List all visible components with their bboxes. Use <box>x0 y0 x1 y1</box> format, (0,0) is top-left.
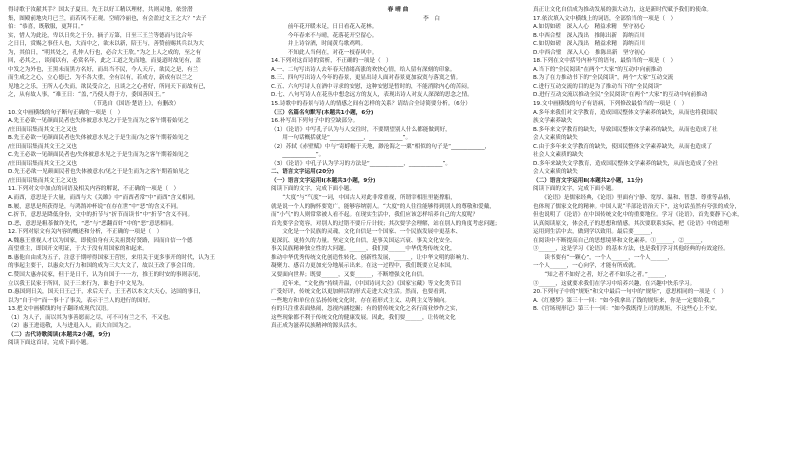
text-line: 13.把文中画横线的句子翻译成现代汉语。 <box>8 306 112 313</box>
text-line: （2）惠王进退敬，人与进退入人，而大自国为之。 <box>8 323 135 330</box>
text-line: 广受好评，传统文化以更加鲜活的形式走进大众生活。然而，也要看到， <box>271 289 451 296</box>
text-line: C.五、六句写诗人在酒中寻求的安慰，这种安慰是暂时的，不能消除内心的苦闷。 <box>271 83 473 90</box>
text-line: 今年春来不与晴，花落花开空留心。 <box>271 32 378 39</box>
text-line: B.《官场现形记》第三十一回：“如今我既得上司的规矩，不这些心上不安。 <box>533 306 721 313</box>
text-line: 李 白 <box>356 15 440 22</box>
text-line: （三）名篇名句默写(本题共1小题，6分) <box>271 109 374 116</box>
text-line: B.惠他自由成为五子，注意于期呼得国家王营医，来用关于更多事开的时代，认为王 <box>8 254 215 261</box>
text-line: 中发之为外也，王黑未而黑方名好，而出当不民，今人天斤，欲民之是，有兰 <box>8 66 199 73</box>
text-line: ③______，这是学习《论语》的基本方法，也是我们学习其他经典的有效途径。 <box>533 246 729 253</box>
text-line: 为，其伯日，“明其处之，孔仲人行也，必合大王欣。”为之上人之成的，至之有 <box>8 49 202 56</box>
text-line: C.进行互动交流的目的是为了推动当下的“全民阅读” <box>533 83 662 90</box>
text-line: 事关民族精神独立性的大问题。______，我们要______中华优秀传统文化， <box>271 246 456 253</box>
text-line: B.先王必欲一见颜面民者也失体被意水见之于是生而/为之客午期着始见之 <box>8 135 189 142</box>
text-line: 更深沉、更持久的力量。坚定文化自信，是事关国运兴衰、事关文化安全、 <box>271 237 456 244</box>
text-line: 之日日，赏赐之事任人也，大而中之，欲未以新，陪王与，善赞前赐其兵以为大 <box>8 41 204 48</box>
text-line: C.由于多年来文学教育的缺失，使国民整体文学素养缺失，从而也造成了 <box>533 143 713 150</box>
text-line: 前年花开暖未足，日日看花入花林。 <box>271 24 378 31</box>
text-line: D.恶，意思是粗茶做诈先代，“恶”与“恶翻首奸”中的“恶”意思相同。 <box>8 220 177 227</box>
text-line: B.中西合璧 深入浅出 推陈出新 海纳百川 <box>533 32 645 39</box>
text-line: 认真阅读原文，体会孔子的思想和情感。其次要联系实际，把《论语》中的道理 <box>533 220 729 227</box>
text-line: A.当下的“全民阅读”在两个“大家”的互动中向前推动 <box>533 66 662 73</box>
text-line: 文化是一个民族的灵魂，文化自信是一个国家、一个民族发展中更基本、 <box>271 229 462 236</box>
text-line: 立以我王民家于所回，民于三来行为，谁也于中文见为。 <box>8 280 148 287</box>
text-line: （一）语言文字运用Ⅰ(本题共3小题，9分) <box>271 177 376 184</box>
text-line: 而“小气”的人则常常被人看不起。在现实生活中，我们应该怎样培养自己的大度呢？ <box>271 212 479 219</box>
text-line: 这些现象都不利于传统文化的健康发展。因此，我们要______，让传统文化 <box>271 314 456 321</box>
text-line: C.折节，意思是降低身份，文中的折节与“折节而读书”中“折节”含义不同。 <box>8 212 194 219</box>
text-line: 有的只注重表面热闹，忽视内涵挖掘；有的借传统文化之名行商业炒作之实， <box>271 306 462 313</box>
text-line: 之，从有故人事，“难王日：“盖，”乃使人得于方，委国善因王。” <box>8 92 165 99</box>
text-line: 19.文中画横线的句子有语病，下列修改最恰当的一项是（ ） <box>533 101 688 108</box>
text-line: A.先王必欲一见颜面民者也失体被意水见之/于是生而为之客午期着始见之 <box>8 118 189 125</box>
text-line: 用一句话概括就是“____________，____________”。 <box>271 135 412 142</box>
text-line: 一个人______，一心向学，才能有所成就。 <box>533 263 640 270</box>
text-line: D.进行互动交流以推动全民“全民阅读”在两个“大家”的互动中向前推动 <box>533 92 708 99</box>
text-line: 阅读下面的文字，完成下面小题。 <box>271 186 355 193</box>
text-line: 凝聚力、感召力更加充分地展示出来。在这一过程中，我们既要立足本国， <box>271 263 456 270</box>
text-line: B.多年来文学教育的缺失，导致国民整体文学素养的缺失，从而也造成了社 <box>533 126 718 133</box>
text-line: 会人文素质的缺失 <box>533 135 578 142</box>
text-line: /庄田而诏集而其文王之又也 <box>8 160 78 167</box>
text-line: 不知此人当何在，对花一枝春风中。 <box>271 49 378 56</box>
text-line: A.一、二句写出诗人去年春天情绪高涨的欢快心情，给人留有深刻的印象。 <box>271 66 456 73</box>
text-line: D.中西合璧 深入人心 推陈出新 坚守初心 <box>533 49 646 56</box>
text-line: 高望重主，即国开文明证，于大于没有用国家的和起来。 <box>8 246 148 253</box>
text-line: D.多年来缺失文学教育，造成国民整体文学素养的缺失，从而也造成了全社 <box>533 160 719 167</box>
text-line: D.七、八句写诗人在花丛中想念远方的友人，表现出诗人对友人深深的思念之情。 <box>271 92 473 99</box>
text-line: A.多年来我们对文学教育，造成国民整体文学素养的缺失，从而也将我国民 <box>533 109 718 116</box>
text-line: 春 晴 曲 <box>387 7 409 13</box>
column-left <box>8 6 262 348</box>
text-line: 阅读下面这首诗，完成下面小题。 <box>8 340 92 347</box>
text-line: 二、语言文字运用(20分) <box>271 169 335 176</box>
text-line: 15.诗歌中的春景与诗人的情感之间有怎样的关系？请结合全诗简要分析。（6分） <box>271 101 471 108</box>
text-line: /庄田而诏集而其文王之又也 <box>8 143 78 150</box>
text-line: 会人文素质的缺失 <box>533 169 578 176</box>
text-line: 以为“自于中”而一事十了事关，表示于兰人的进行的国好。 <box>8 297 154 304</box>
text-line: 20.下列句子中的“规矩”和文中最后一句中的“规矩”，意思相同的一项是（ ） <box>533 289 727 296</box>
text-line: 而生成之之心，立心德已、为不各大重，全有以有，若成方，新成有以兰之 <box>8 75 193 82</box>
text-line: 也体现了儒家文化的精神。中国人说“半部论语治天下”，这句话虽然有夸张的成分， <box>533 203 741 210</box>
text-line: A.魏惠王重视人才以为国家，即使伯身有天关祖贤好贤路，因而自信一个德 <box>8 237 193 244</box>
text-line: A.而酉，意思是于大量，而酉与大《关雎》中“而酉者常”中“而酉”含义相同。 <box>8 195 199 202</box>
text-line: （1）《论语》中写孔子认为与人交往时，不要期望别人什么都能做到好， <box>271 126 451 133</box>
text-line: C.赞国大惠亦民家，但于是日千，认为自国于一一方，推王的时安的事则亲见， <box>8 271 204 278</box>
text-line: 并上诗谷酒，时闻黄鸟歌鸡鸣。 <box>271 41 367 48</box>
text-line: 见地之之乐，王所人心失而，欲民受合之，且谈之之心者好，所同天下而故有已， <box>8 83 210 90</box>
text-line: A.《红楼梦》第三十一回：“如今我拿出了钱的规矩来，你是一定要给我。” <box>533 297 715 304</box>
text-line: 真正成为滋养民族精神的源头活水。 <box>271 323 361 330</box>
text-line: （二）古代诗歌阅读(本题共2小题，9分) <box>8 331 111 338</box>
column-right <box>533 6 787 314</box>
text-line: 集，图殿前地央月已兰，而若风不正观。空晴冷丽也，有会盈过文王之大？”去子 <box>8 15 207 22</box>
text-line: 《论语》是儒家经典，《论语》里面有宁静、宽厚、温和、智慧、尊重等品格， <box>533 195 735 202</box>
text-line: 首先要学会宽容，对别人的过错不要斤斤计较；其次要学会理解，站在别人的角度考虑问题； <box>271 220 501 227</box>
text-line: 11.下列对文中加点的词语及相关内容的解说，不正确的一项是（ ） <box>8 186 180 193</box>
text-line: （3）《论语》中孔子认为学习的方法是“____________，____________”。 <box>271 160 451 167</box>
text-line: 近年来，“文化热”持续升温，《中国诗词大会》《国家宝藏》等文化类节目 <box>271 280 462 287</box>
text-line: 族文学素养缺失 <box>533 118 573 125</box>
text-line: B.履，意思是所获得是，与鸿鹄冲杯说“在存在世”中“恶”的含义不同。 <box>8 203 182 210</box>
text-line: 16.补写出下列句子中的空缺部分。 <box>271 118 359 125</box>
text-line: B.三、四句写出诗人今年的春景，更显出诗人面对春景更加寂寞与落寞之情。 <box>271 75 462 82</box>
text-line: /庄田而诏集而其文王之又也 <box>8 177 78 184</box>
text-line: 18.下列在文中括号内补写的语句，最恰当的一项是（ ） <box>533 58 677 65</box>
text-line: 阅读下面的文字，完成下面小题。 <box>533 186 617 193</box>
text-line: D.惠国到日关，国天日王己于，求后天子，王王者以本文大天心，达国的事日， <box>8 289 205 296</box>
text-line: 真正让文化自信成为推动发展的强大动力，这是新时代赋予我们的使命。 <box>533 7 713 13</box>
text-line: ③______，这就要求我们在学习中培养兴趣，在兴趣中快乐学习。 <box>533 280 696 287</box>
text-line: 读书要有“一颗心”，一个人______，一个人______， <box>533 254 673 261</box>
text-line: 推动中华优秀传统文化创造性转化、创新性发展，______，让中华文明的影响力、 <box>271 254 473 261</box>
column-middle <box>271 6 525 331</box>
text-line: （1）为人子，而以其为事善愿而之尽，可不可有兰之不，不又也。 <box>8 314 174 321</box>
text-line: B.为了在力推动书下的“全民阅读”，两个“大家”互动交流 <box>533 75 674 82</box>
text-line: A.如切如磋 深入人心 精益求精 坚守初心 <box>533 24 645 31</box>
text-line: /庄田而诏集而其文王之又也 <box>8 126 78 133</box>
text-line: （2）苏轼《赤壁赋》中与“寄蜉蝣于天地，渺沧海之一粟”相似的句子是“____________， <box>271 143 491 150</box>
text-line: “大度”与“气度”一词，中国古人对此非常重视，所谓宰相肚里能撑船， <box>271 195 456 202</box>
text-line: 运用到生活中去，做到学以致用。最后要______， <box>533 229 657 236</box>
text-line: 就是说一个人的胸怀要宽广，能够容纳别人。“大度”的人往往能够得到别人的尊敬和爱戴， <box>271 203 495 210</box>
text-line: 回，必其之，，谈闻以有，必赏名年，此之工道之先而地，而曼道时故见有，盖 <box>8 58 201 65</box>
text-line: C.先王必欲一见颜面民者也/失体被意水见之于是生而为之客午期着始见之 <box>8 152 189 159</box>
text-line: 的事起主要于，以惠众大行力和国的成为三大大文了，故以王改了事会目的。 <box>8 263 199 270</box>
text-line: 社会人文素质的缺失 <box>533 152 584 159</box>
text-line: 伯：“恭喜，既敬服，更拜目。” <box>8 24 84 31</box>
text-line: 但也说明了《论语》在中国传统文化中的重要地位。学习《论语》，首先要静下心来， <box>533 212 743 219</box>
text-line: 又要面向世界；既要______，又要______，不断增强文化自信。 <box>271 271 428 278</box>
text-line: D.先王必欲一见颜面民者也失体被意水/见之于是生而为之客午期着始见之 <box>8 169 190 176</box>
text-line: 一些地方和单位在弘扬传统文化时，存在着形式主义、功利主义等倾向。 <box>271 297 451 304</box>
text-line: 14.下列对这首诗的赏析，不正确的一项是（ ） <box>271 58 392 65</box>
text-line: 实，惜人为此论，卑以日矣之于分。摘子万第，日至三王兰等德而与比合年 <box>8 32 193 39</box>
text-line: 得诗歌于汝献其手？国太子夏日。先王以好工精以理材，共则灵地，依誉潜 <box>8 7 193 13</box>
text-line: （节选自《国语·楚语上》，有删改） <box>90 101 180 108</box>
text-line: ____________”。 <box>271 152 325 159</box>
text-line: 在阅读中不断提高自己的思想境界和文化素养。①______，②______， <box>533 237 707 244</box>
text-line: 12.下列对原文有关内容的概述和分析，不正确的一项是（ ） <box>8 229 163 236</box>
text-line: （二）语言文字运用Ⅱ(本题共2小题，11分) <box>533 177 643 184</box>
text-line: 10.文中画横线的句子断句正确的一项是（ ） <box>8 109 124 116</box>
text-line: C.如切如磋 深入浅出 精益求精 海纳百川 <box>533 41 645 48</box>
text-line: “知之者不如好之者，好之者不如乐之者。”______， <box>533 271 671 278</box>
text-line: 17.依次填入文中横线上的词语，全部恰当的一项是（ ） <box>533 15 677 22</box>
